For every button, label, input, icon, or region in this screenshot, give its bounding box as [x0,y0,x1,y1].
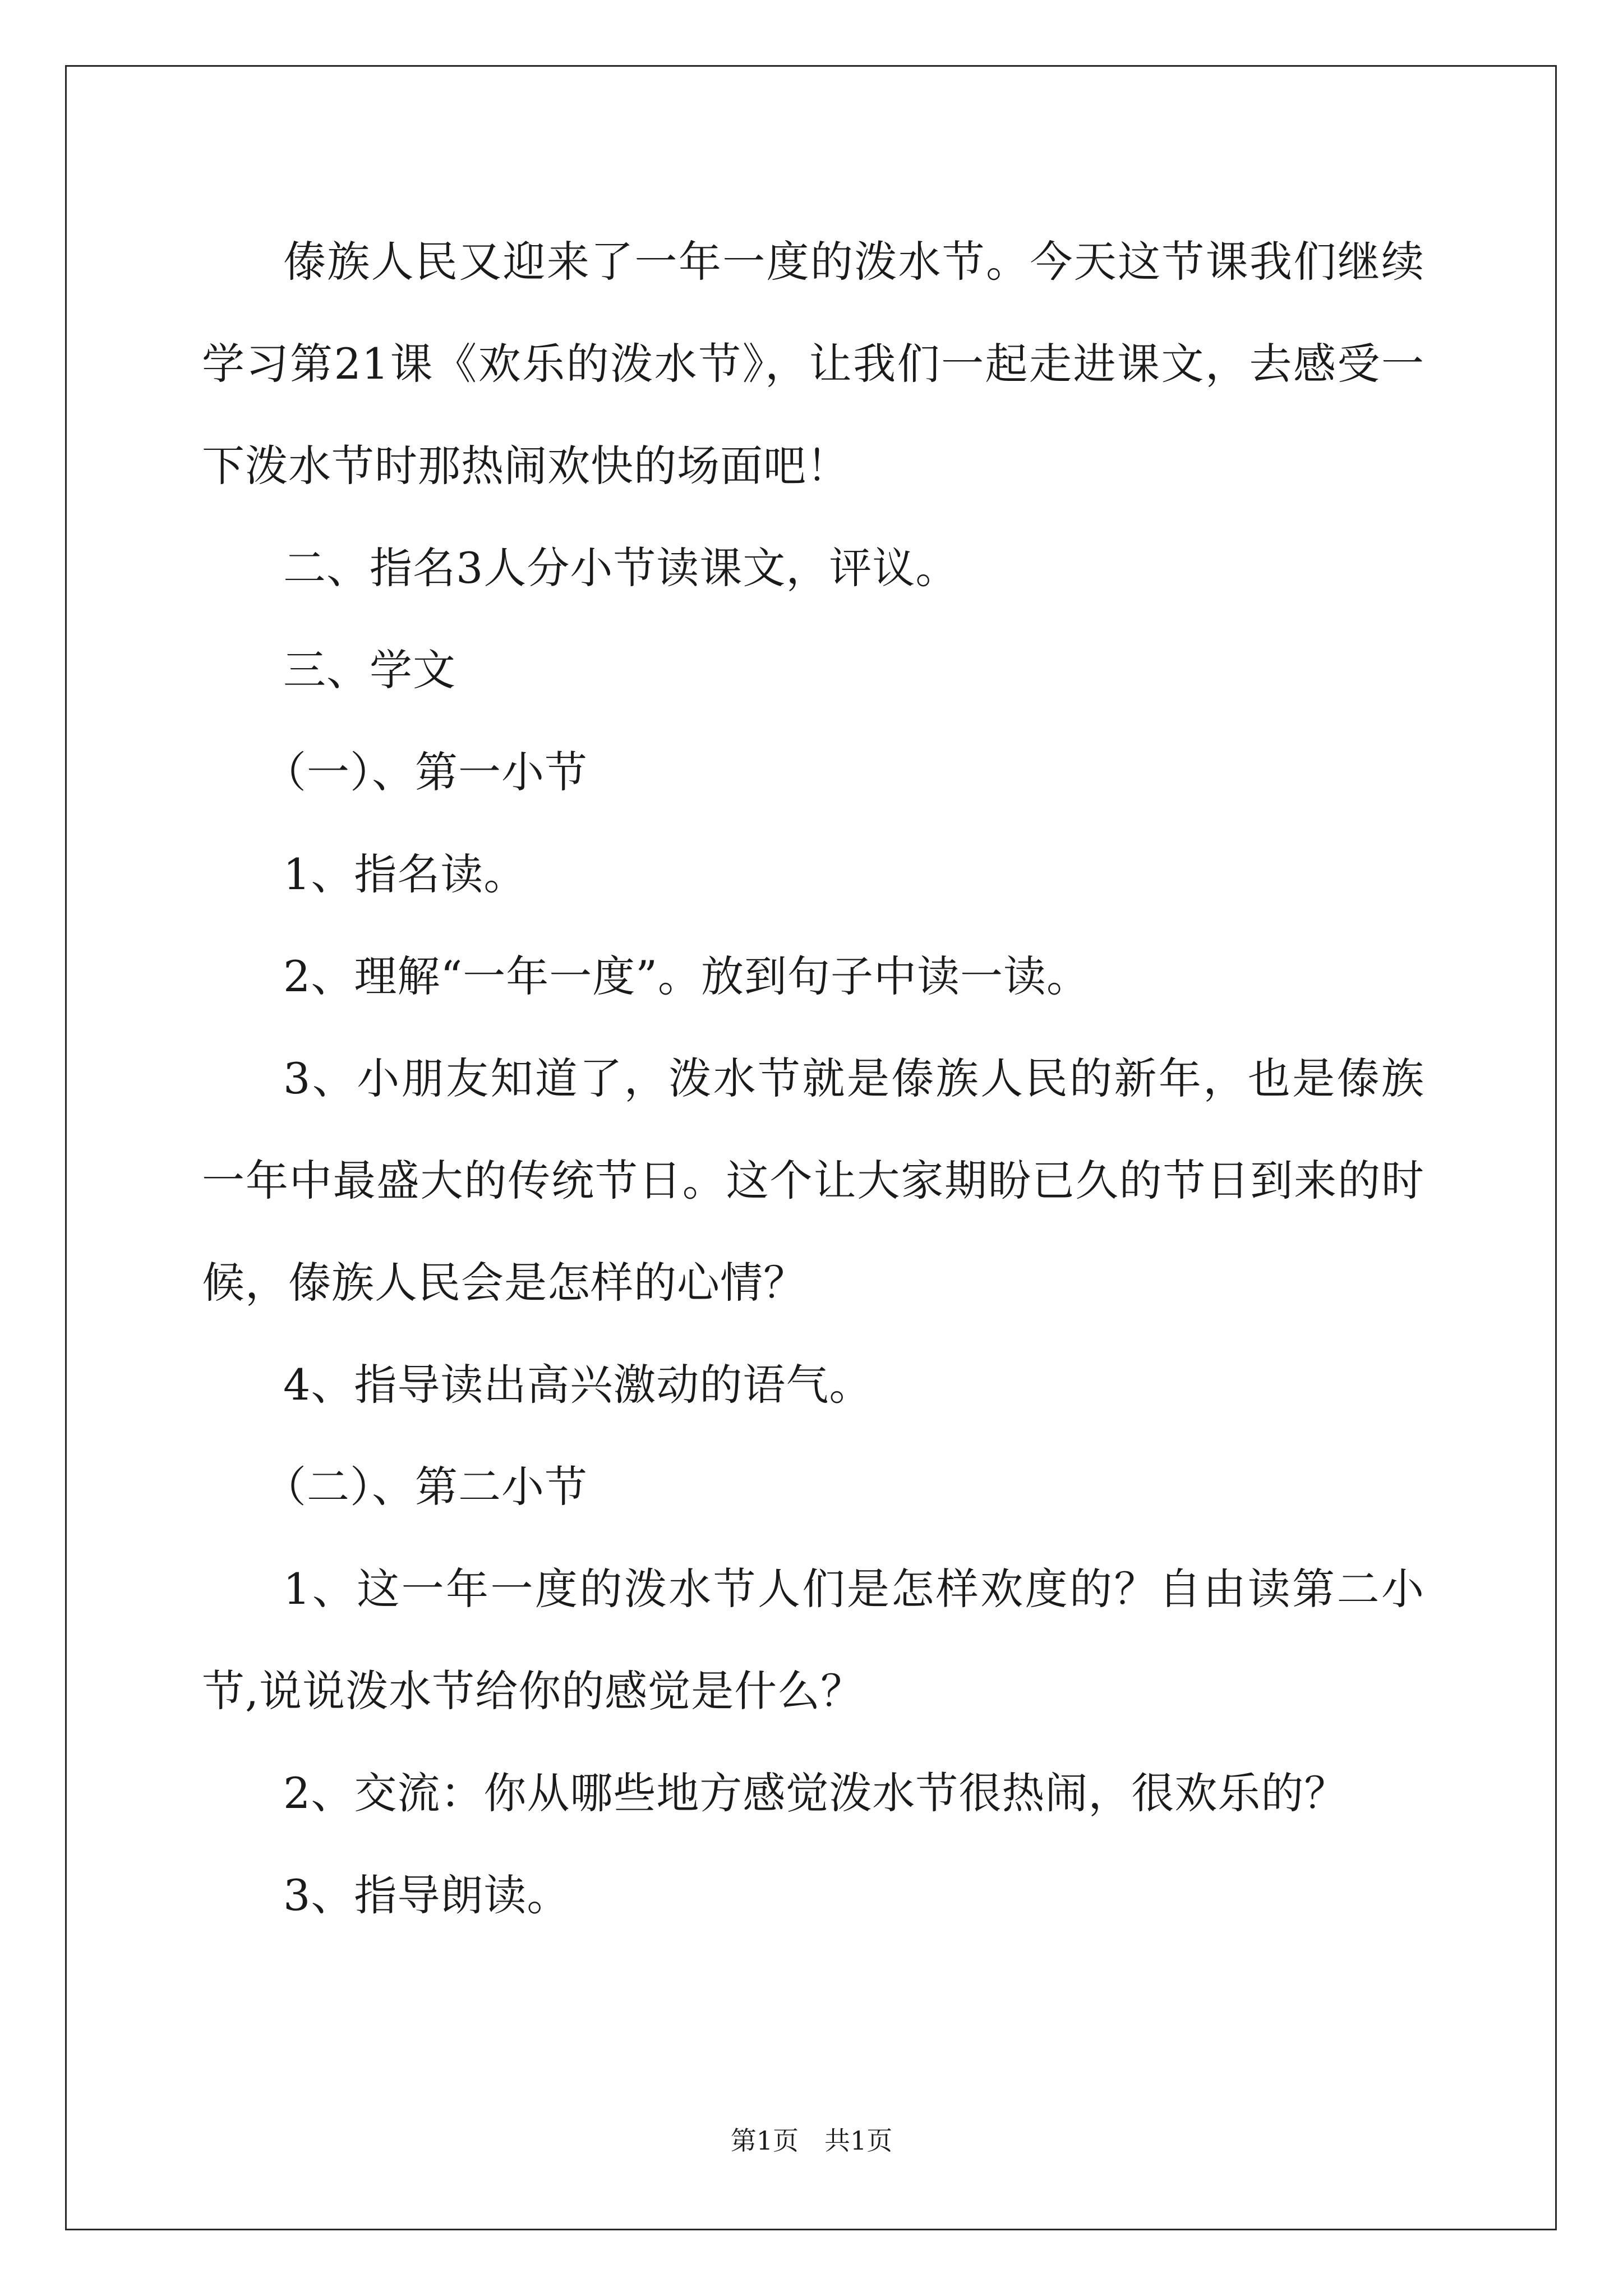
document-body [202,211,1424,1947]
paragraph-item: 3、小朋友知道了，泼水节就是傣族人民的新年，也是傣族一年中最盛大的传统节日。这个让大家期盼已久的节日到来的时候，傣族人民会是怎样的心情？ [202,1053,1424,1308]
paragraph-item: 1、这一年一度的泼水节人们是怎样欢度的？自由读第二小节,说说泼水节给你的感觉是什么？ [202,1564,1424,1716]
section-heading-two: （二）、第二小节 [264,1462,588,1512]
section-heading-one: （一）、第一小节 [264,747,588,797]
paragraph-item: 2、交流：你从哪些地方感觉泼水节很热闹，很欢乐的？ [283,1768,1348,1818]
page-number-total: 共1页 [824,2125,893,2156]
paragraph-item: 3、指导朗读。 [283,1870,570,1920]
paragraph-step-three: 三、学文 [283,645,456,695]
paragraph-step-two: 二、指名3人分小节读课文，评议。 [283,543,959,593]
paragraph-item: 4、指导读出高兴激动的语气。 [283,1360,873,1410]
paragraph-intro: 傣族人民又迎来了一年一度的泼水节。今天这节课我们继续学习第21课《欢乐的泼水节》，让我们一起走进课文，去感受一下泼水节时那热闹欢快的场面吧！ [202,237,1424,491]
paragraph-item: 2、理解“一年一度”。放到句子中读一读。 [283,951,1090,1001]
paragraph-item: 1、指名读。 [283,849,527,899]
page-footer [0,2124,1623,2157]
page-number-current: 第1页 [730,2125,799,2156]
